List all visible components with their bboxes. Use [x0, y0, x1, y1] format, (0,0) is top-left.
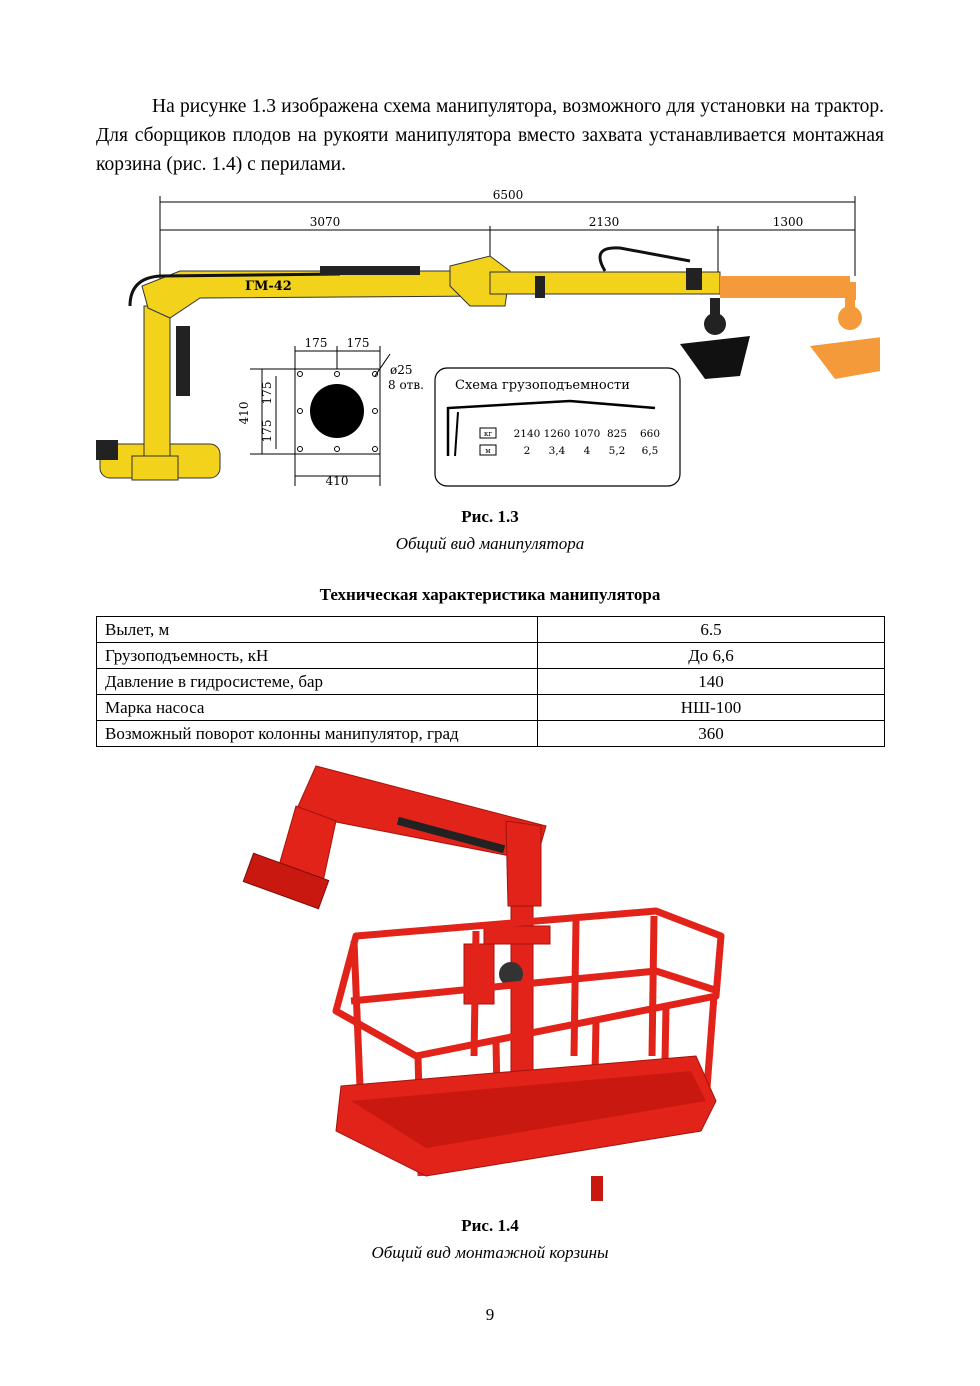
value-cell: 360 — [538, 721, 885, 747]
plate-top2: 175 — [346, 336, 370, 350]
table-title: Техническая характеристика манипулятора — [319, 585, 661, 604]
basket-figure — [236, 756, 746, 1206]
param-cell: Вылет, м — [97, 617, 538, 643]
intro-paragraph: На рисунке 1.3 изображена схема манипулятора, возможного для установки на трактор. Для сборщиков плодов на рукояти манипулятора вместо захвата устанавливается монтажная корзина (рис. 1.4) с перилами. — [96, 96, 884, 175]
load-chart — [435, 368, 680, 486]
spec-table — [96, 616, 885, 747]
plate-holes: 8 отв. — [388, 378, 424, 392]
load-m-5: 6,5 — [641, 445, 659, 457]
load-unit-m: м — [485, 447, 491, 455]
base-plate — [237, 336, 424, 488]
load-kg-1: 2140 — [513, 428, 541, 440]
value-cell: До 6,6 — [538, 643, 885, 669]
plate-left-total: 410 — [237, 401, 251, 425]
crane-figure — [90, 186, 880, 496]
dim-seg2: 2130 — [588, 215, 620, 229]
plate-top1: 175 — [304, 336, 328, 350]
figure1-number: Рис. 1.3 — [461, 507, 519, 526]
param-cell: Марка насоса — [97, 695, 538, 721]
plate-left1: 175 — [260, 381, 274, 405]
load-m-4: 5,2 — [608, 445, 626, 457]
load-kg-2: 1260 — [543, 428, 571, 440]
page-number: 9 — [485, 1305, 495, 1324]
value-cell: 6.5 — [538, 617, 885, 643]
figure2-number: Рис. 1.4 — [461, 1216, 519, 1235]
table-row — [97, 617, 885, 643]
param-cell: Давление в гидросистеме, бар — [97, 669, 538, 695]
load-unit-kg: кг — [483, 430, 493, 438]
plate-bottom: 410 — [325, 474, 349, 488]
table-row — [97, 721, 885, 747]
table-row — [97, 695, 885, 721]
load-chart-title: Схема грузоподъемности — [455, 378, 630, 393]
table-row — [97, 669, 885, 695]
value-cell: НШ-100 — [538, 695, 885, 721]
figure2-caption: Общий вид монтажной корзины — [371, 1243, 609, 1262]
plate-hole-dia: ø25 — [390, 363, 413, 377]
dim-seg1: 3070 — [309, 215, 341, 229]
param-cell: Возможный поворот колонны манипулятор, град — [97, 721, 538, 747]
table-row — [97, 643, 885, 669]
dim-seg3: 1300 — [772, 215, 804, 229]
model-label: ГМ-42 — [245, 279, 292, 294]
load-kg-3: 1070 — [573, 428, 601, 440]
figure1-caption: Общий вид манипулятора — [395, 534, 585, 553]
load-kg-4: 825 — [606, 428, 628, 440]
value-cell: 140 — [538, 669, 885, 695]
param-cell: Грузоподъемность, кН — [97, 643, 538, 669]
load-m-2: 3,4 — [548, 445, 566, 457]
basket-drawing — [243, 766, 721, 1201]
load-kg-5: 660 — [639, 428, 661, 440]
plate-left2: 175 — [260, 419, 274, 443]
load-m-3: 4 — [583, 445, 591, 457]
dim-total: 6500 — [492, 188, 524, 202]
load-m-1: 2 — [523, 445, 531, 457]
